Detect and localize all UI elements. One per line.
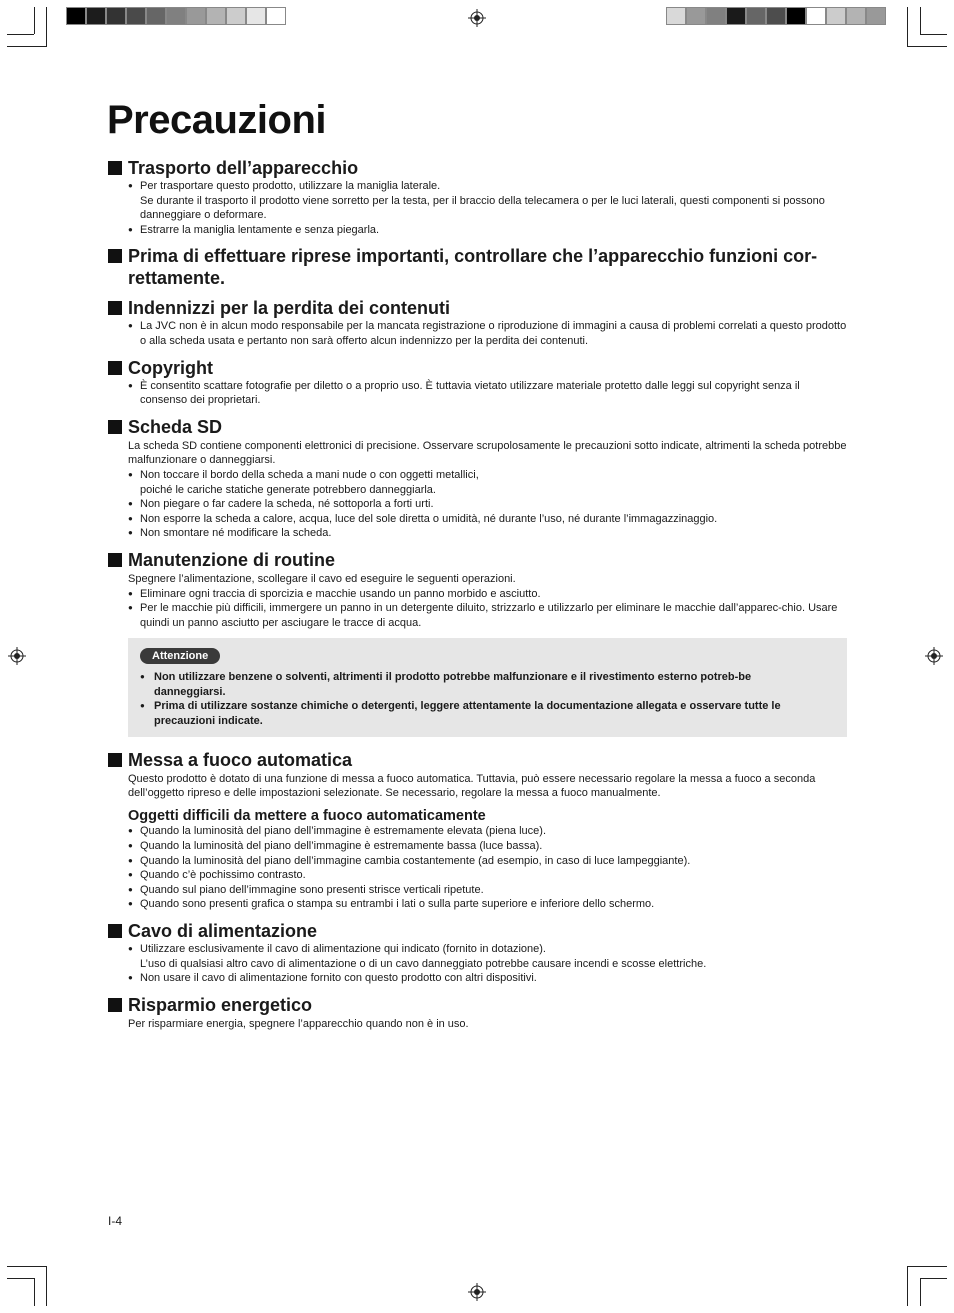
attention-box <box>128 638 847 736</box>
list-item: ● Quando sul piano dell’immagine sono presenti strisce verticali ripetute. <box>128 883 847 898</box>
registration-mark-icon <box>468 1283 486 1301</box>
color-swatch <box>226 7 246 25</box>
crop-mark <box>907 1266 908 1306</box>
list-item-continuation: Se durante il trasporto il prodotto viene sorretto per la testa, per il braccio della telecamera o per le luci laterali, questi componenti si possono danneggiare o deformare. <box>140 194 825 222</box>
crop-mark <box>46 7 47 47</box>
attention-item: ● Non utilizzare benzene o solventi, altrimenti il prodotto potrebbe malfunzionare e il rivestimento esterno potreb-be danneggiarsi. <box>140 670 795 699</box>
section-square-icon <box>108 249 122 263</box>
color-swatch <box>686 7 706 25</box>
crop-mark <box>920 1278 921 1306</box>
section-manutenzione <box>108 549 847 630</box>
section-scheda-sd <box>108 416 847 541</box>
color-swatch <box>666 7 686 25</box>
list-item: ● Quando la luminosità del piano dell’immagine cambia costantemente (ad esempio, in caso di luce lampeggiante). <box>128 854 847 869</box>
list-item-continuation: L’uso di qualsiasi altro cavo di alimentazione o di un cavo danneggiato potrebbe causare incendi e scosse elettriche. <box>140 957 707 970</box>
crop-mark <box>920 34 947 35</box>
page-number: I-4 <box>108 1214 123 1228</box>
crop-mark <box>7 1266 47 1267</box>
crop-mark <box>7 1278 35 1279</box>
list-item: ● Quando sono presenti grafica o stampa su entrambi i lati o sulla parte superiore e inferiore dello schermo. <box>128 897 847 912</box>
crop-mark <box>907 7 908 47</box>
crop-mark <box>920 1278 947 1279</box>
color-swatch <box>826 7 846 25</box>
list-item: ● Utilizzare esclusivamente il cavo di alimentazione qui indicato (fornito in dotazione). <box>128 942 847 957</box>
color-swatch <box>786 7 806 25</box>
section-square-icon <box>108 301 122 315</box>
section-intro: Spegnere l’alimentazione, scollegare il cavo ed eseguire le seguenti operazioni. <box>128 572 516 585</box>
section-square-icon <box>108 998 122 1012</box>
section-heading: Cavo di alimentazione <box>128 921 318 941</box>
list-item: ● Quando la luminosità del piano dell’immagine è estremamente elevata (piena luce). <box>128 824 847 839</box>
section-heading: Indennizzi per la perdita dei contenuti <box>128 298 451 319</box>
crop-mark <box>7 34 34 35</box>
crop-mark <box>7 46 47 47</box>
color-swatch <box>86 7 106 25</box>
list-item-continuation: poiché le cariche statiche generate potrebbero danneggiarla. <box>140 483 436 496</box>
section-intro: Per risparmiare energia, spegnere l’apparecchio quando non è in uso. <box>128 1017 469 1030</box>
precautions-content <box>108 157 847 1039</box>
color-swatch <box>866 7 886 25</box>
color-swatch <box>186 7 206 25</box>
section-square-icon <box>108 361 122 375</box>
crop-mark <box>34 1278 35 1306</box>
section-copyright <box>108 357 847 408</box>
color-swatch <box>206 7 226 25</box>
color-swatch <box>846 7 866 25</box>
section-risparmio <box>108 994 847 1032</box>
color-swatch <box>726 7 746 25</box>
crop-mark <box>34 7 35 34</box>
crop-mark <box>907 46 947 47</box>
list-item: ● Quando c’è pochissimo contrasto. <box>128 868 847 883</box>
list-item: ● Per trasportare questo prodotto, utilizzare la maniglia laterale. <box>128 179 847 194</box>
list-item: ● Quando la luminosità del piano dell’immagine è estremamente bassa (luce bassa). <box>128 839 847 854</box>
section-heading: Manutenzione di routine <box>128 549 335 570</box>
color-swatch <box>106 7 126 25</box>
color-swatch <box>746 7 766 25</box>
section-heading: Trasporto dell’apparecchio <box>128 158 359 178</box>
list-item: ● È consentito scattare fotografie per diletto o a proprio uso. È tuttavia vietato utilizzare materiale protetto dalle leggi sul copyright senza il consenso dei proprietari. <box>128 379 847 408</box>
section-heading: Copyright <box>128 357 213 378</box>
attention-label: Attenzione <box>140 648 220 664</box>
list-item: ● Non esporre la scheda a calore, acqua, luce del sole diretta o umidità, né durante l’uso, né durante l’immagazzinaggio. <box>128 512 847 527</box>
list-item: ● Non usare il cavo di alimentazione fornito con questo prodotto con altri dispositivi. <box>128 971 847 986</box>
list-item: ● Non smontare né modificare la scheda. <box>128 526 847 541</box>
color-swatch <box>766 7 786 25</box>
section-square-icon <box>108 161 122 175</box>
section-heading: Prima di effettuare riprese importanti, controllare che l’apparecchio funzioni cor-rettamente. <box>128 246 818 289</box>
section-indennizzi <box>108 297 847 348</box>
list-item: ● Non piegare o far cadere la scheda, né sottoporla a forti urti. <box>128 497 847 512</box>
section-heading: Risparmio energetico <box>128 994 313 1015</box>
color-swatch <box>66 7 86 25</box>
list-item: ● Per le macchie più difficili, immergere un panno in un detergente diluito, strizzarlo e utilizzarlo per eliminare le macchie dall’apparec-chio. Usare quindi un panno asciutto per asciugare le tracce di acqua. <box>128 601 847 630</box>
color-swatch <box>146 7 166 25</box>
list-item: ● Eliminare ogni traccia di sporcizia e macchie usando un panno morbido e asciutto. <box>128 587 847 602</box>
list-item: ● Estrarre la maniglia lentamente e senza piegarla. <box>128 223 847 238</box>
color-swatch <box>246 7 266 25</box>
list-item: ● Non toccare il bordo della scheda a mani nude o con oggetti metallici, <box>128 468 847 483</box>
color-swatch <box>166 7 186 25</box>
section-square-icon <box>108 420 122 434</box>
section-square-icon <box>108 924 122 938</box>
section-square-icon <box>108 753 122 767</box>
section-cavo <box>108 920 847 986</box>
registration-mark-icon <box>8 647 26 665</box>
section-trasporto <box>108 157 847 237</box>
registration-mark-icon <box>925 647 943 665</box>
color-swatch <box>266 7 286 25</box>
crop-mark <box>907 1266 947 1267</box>
section-intro: Questo prodotto è dotato di una funzione di messa a fuoco automatica. Tuttavia, può essere necessario regolare la messa a fuoco a seconda dell’oggetto ripreso e delle impostazioni selezionate. Se necessario, regolare la messa a fuoco manualmente. <box>128 772 816 800</box>
section-prima <box>108 245 847 289</box>
crop-mark <box>46 1266 47 1306</box>
color-swatch <box>706 7 726 25</box>
color-swatch <box>126 7 146 25</box>
crop-mark <box>920 7 921 34</box>
color-swatch-strip-right <box>666 7 886 25</box>
registration-mark-icon <box>468 9 486 27</box>
color-swatch <box>806 7 826 25</box>
section-square-icon <box>108 553 122 567</box>
attention-item: ● Prima di utilizzare sostanze chimiche o detergenti, leggere attentamente la documentazione allegata e osservare tutte le precauzioni indicate. <box>140 699 795 728</box>
section-heading: Messa a fuoco automatica <box>128 749 353 770</box>
page-title: Precauzioni <box>107 98 327 142</box>
list-item: ● La JVC non è in alcun modo responsabile per la mancata registrazione o riproduzione di immagini a causa di problemi correlati a questo prodotto o alla scheda usata e pertanto non sarà offerto alcun indennizzo per la perdita dei contenuti. <box>128 319 847 348</box>
color-swatch-strip-left <box>66 7 286 25</box>
section-heading: Scheda SD <box>128 416 223 437</box>
subsection-heading: Oggetti difficili da mettere a fuoco automaticamente <box>128 807 486 824</box>
section-intro: La scheda SD contiene componenti elettronici di precisione. Osservare scrupolosamente le precauzioni sotto indicate, altrimenti la scheda potrebbe malfunzionare o danneggiarsi. <box>128 439 847 467</box>
section-messa-a-fuoco <box>108 749 847 912</box>
